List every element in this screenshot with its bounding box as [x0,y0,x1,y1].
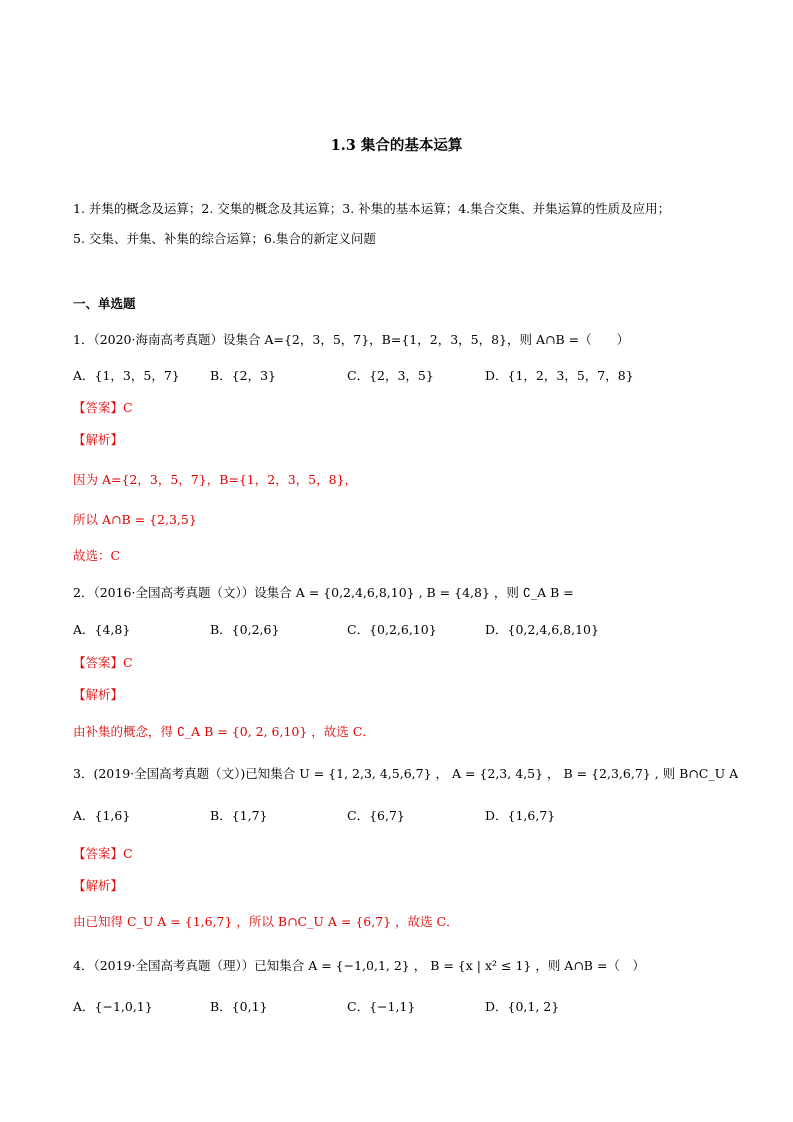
section-heading: 一、单选题 [73,296,136,311]
q1-answer: 【答案】C [73,400,133,415]
q4-option-d: D．{0,1, 2} [485,999,560,1014]
q1-stem: 1．（2020·海南高考真题）设集合 A={2，3，5，7}，B={1，2，3，5，8}，则 A∩B =（ ） [73,332,630,347]
topics-line-2: 5. 交集、并集、补集的综合运算；6.集合的新定义问题 [73,231,376,246]
q3-analysis-label: 【解析】 [73,878,124,893]
q2-analysis-line-1: 由补集的概念，得 ∁_A B = {0, 2, 6,10} ，故选 C． [73,724,375,739]
q2-option-c: C．{0,2,6,10} [347,622,437,637]
q4-stem: 4．（2019·全国高考真题（理））已知集合 A = {−1,0,1, 2} ， B = {x | x² ≤ 1} ，则 A∩B =（ ） [73,958,645,973]
q2-stem: 2．（2016·全国高考真题（文））设集合 A = {0,2,4,6,8,10} , B = {4,8} ，则 ∁_A B = [73,585,574,600]
topics-line-1: 1. 并集的概念及运算；2. 交集的概念及其运算；3. 补集的基本运算；4.集合交集、并集运算的性质及应用； [73,201,671,216]
q1-analysis-line-3: 故选：C [73,548,121,563]
q4-option-a: A．{−1,0,1} [73,999,153,1014]
q3-analysis-line-1: 由已知得 C_U A = {1,6,7} ，所以 B∩C_U A = {6,7} ，故选 C． [73,914,459,929]
q3-stem: 3．(2019·全国高考真题（文）)已知集合 U = {1, 2,3, 4,5,6,7} ， A = {2,3, 4,5} ， B = {2,3,6,7} , 则 B∩C_U A [73,766,739,781]
q1-option-b: B．{2，3} [210,368,276,383]
q3-option-b: B．{1,7} [210,808,268,823]
q2-answer: 【答案】C [73,655,133,670]
q1-option-d: D．{1，2，3，5，7，8} [485,368,634,383]
q3-option-d: D．{1,6,7} [485,808,556,823]
q1-option-a: A．{1，3，5，7} [73,368,180,383]
q2-option-d: D．{0,2,4,6,8,10} [485,622,599,637]
q1-analysis-line-1: 因为 A={2，3，5，7}，B={1，2，3，5，8}， [73,472,358,487]
q4-option-c: C．{−1,1} [347,999,416,1014]
q2-analysis-label: 【解析】 [73,687,124,702]
page-title: 1.3 集合的基本运算 [330,137,463,154]
q3-option-c: C．{6,7} [347,808,405,823]
q2-option-b: B．{0,2,6} [210,622,280,637]
q3-answer: 【答案】C [73,846,133,861]
q4-option-b: B．{0,1} [210,999,268,1014]
q3-option-a: A．{1,6} [73,808,131,823]
q1-analysis-line-2: 所以 A∩B = {2,3,5} [73,512,197,527]
q1-option-c: C．{2，3，5} [347,368,434,383]
q2-option-a: A．{4,8} [73,622,131,637]
q1-analysis-label: 【解析】 [73,432,124,447]
